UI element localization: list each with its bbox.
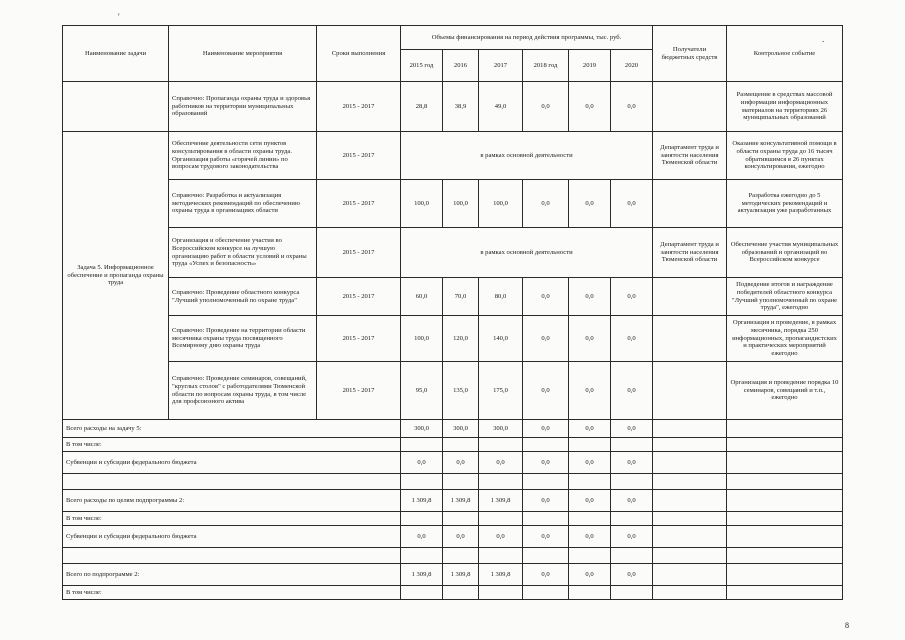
summary-value: 0,0: [401, 526, 443, 548]
control-event: Размещение в средствах массовой информации информационных материалов на территориях 26 муниципальных образований: [727, 82, 843, 132]
summary-value: 1 309,8: [443, 564, 479, 586]
funding-value: 135,0: [443, 362, 479, 420]
summary-value: [401, 474, 443, 490]
summary-row: [63, 548, 843, 564]
control-event: Разработка ежегодно до 5 методических рекомендаций и актуализация уже разработанных: [727, 180, 843, 228]
table-row: [63, 82, 843, 132]
funding-value: 60,0: [401, 278, 443, 316]
summary-control-empty: [727, 512, 843, 526]
header-funding-title: Объемы финансирования на период действия программы, тыс. руб.: [401, 26, 653, 50]
funding-span-text: в рамках основной деятельности: [401, 132, 653, 180]
summary-value: 1 309,8: [479, 564, 523, 586]
funding-value: 70,0: [443, 278, 479, 316]
summary-row: [63, 420, 843, 438]
summary-value: [523, 438, 569, 452]
summary-recipient-empty: [653, 564, 727, 586]
summary-value: [443, 512, 479, 526]
task-label: Задача 5. Информационное обеспечение и пропаганда охраны труда: [63, 132, 169, 420]
summary-value: [611, 474, 653, 490]
summary-recipient-empty: [653, 548, 727, 564]
summary-value: 1 309,8: [401, 490, 443, 512]
summary-value: [479, 512, 523, 526]
control-event: Организация и проведение, в рамках месячника, порядка 250 информационных, пропагандистских и практических мероприятий ежегодно: [727, 316, 843, 362]
header-recipients: Получатели бюджетных средств: [653, 26, 727, 82]
summary-row: [63, 490, 843, 512]
summary-row: [63, 526, 843, 548]
header-event-name: Наименование мероприятия: [169, 26, 317, 82]
summary-value: 0,0: [611, 490, 653, 512]
event-term: 2015 - 2017: [317, 228, 401, 278]
funding-value: 80,0: [479, 278, 523, 316]
funding-value: 49,0: [479, 82, 523, 132]
recipient: Департамент труда и занятости населения Тюменской области: [653, 132, 727, 180]
event-term: 2015 - 2017: [317, 132, 401, 180]
summary-value: 300,0: [479, 420, 523, 438]
summary-value: [611, 586, 653, 600]
page-number: 8: [845, 621, 849, 630]
funding-value: 140,0: [479, 316, 523, 362]
funding-value: 0,0: [611, 362, 653, 420]
summary-value: [569, 512, 611, 526]
table-row: [63, 278, 843, 316]
control-event: Подведение итогов и награждение победителей областного конкурса "Лучший уполномоченный по охране труда", ежегодно: [727, 278, 843, 316]
funding-value: 0,0: [523, 362, 569, 420]
header-deadlines: Сроки выполнения: [317, 26, 401, 82]
summary-control-empty: [727, 586, 843, 600]
summary-value: 0,0: [611, 420, 653, 438]
summary-value: 0,0: [569, 564, 611, 586]
event-term: 2015 - 2017: [317, 82, 401, 132]
summary-value: [611, 438, 653, 452]
summary-row: [63, 438, 843, 452]
summary-value: 300,0: [401, 420, 443, 438]
event-name: Справочно: Проведение семинаров, совещаний, "круглых столов" с работодателями Тюменской области по вопросам охраны труда, в том числе для профсоюзного актива: [169, 362, 317, 420]
event-name: Справочно: Пропаганда охраны труда и здоровья работников на территории муниципальных образований: [169, 82, 317, 132]
summary-value: [523, 548, 569, 564]
summary-row: [63, 586, 843, 600]
financing-table: [62, 25, 843, 600]
funding-value: 0,0: [611, 316, 653, 362]
summary-control-empty: [727, 438, 843, 452]
summary-label: Субвенции и субсидии федерального бюджета: [63, 526, 401, 548]
summary-value: [479, 438, 523, 452]
summary-label: В том числе:: [63, 438, 401, 452]
event-term: 2015 - 2017: [317, 180, 401, 228]
summary-value: [401, 512, 443, 526]
summary-value: [443, 438, 479, 452]
summary-value: [443, 548, 479, 564]
control-event: Обеспечение участия муниципальных образований и организаций во Всероссийском конкурсе: [727, 228, 843, 278]
summary-control-empty: [727, 548, 843, 564]
header-year: 2015 год: [401, 50, 443, 82]
summary-value: 0,0: [569, 490, 611, 512]
recipient: [653, 316, 727, 362]
funding-value: 0,0: [569, 82, 611, 132]
funding-value: 0,0: [611, 278, 653, 316]
event-term: 2015 - 2017: [317, 362, 401, 420]
table-row: [63, 316, 843, 362]
event-name: Организация и обеспечение участия во Всероссийском конкурсе на лучшую организацию работ в области условий и охраны труда «Успех и безопасность»: [169, 228, 317, 278]
header-year: 2019: [569, 50, 611, 82]
summary-value: [443, 474, 479, 490]
recipient: [653, 82, 727, 132]
summary-recipient-empty: [653, 438, 727, 452]
summary-recipient-empty: [653, 526, 727, 548]
summary-value: 0,0: [523, 564, 569, 586]
summary-value: 1 309,8: [443, 490, 479, 512]
summary-label: В том числе:: [63, 512, 401, 526]
funding-value: 0,0: [611, 180, 653, 228]
summary-label: Всего по подпрограмме 2:: [63, 564, 401, 586]
funding-span-text: в рамках основной деятельности: [401, 228, 653, 278]
funding-value: 100,0: [401, 180, 443, 228]
funding-value: 0,0: [569, 316, 611, 362]
summary-value: 0,0: [611, 526, 653, 548]
summary-value: 0,0: [523, 420, 569, 438]
summary-value: [479, 586, 523, 600]
funding-value: 120,0: [443, 316, 479, 362]
task-cell-empty: [63, 82, 169, 132]
funding-value: 0,0: [569, 180, 611, 228]
summary-value: 0,0: [611, 564, 653, 586]
header-control-event: Контрольное событие: [727, 26, 843, 82]
summary-value: 300,0: [443, 420, 479, 438]
funding-value: 0,0: [523, 180, 569, 228]
summary-value: 0,0: [569, 526, 611, 548]
summary-value: [569, 586, 611, 600]
summary-label: Всего расходы на задачу 5:: [63, 420, 401, 438]
table-row: [63, 132, 843, 180]
summary-control-empty: [727, 564, 843, 586]
funding-value: 0,0: [569, 362, 611, 420]
summary-control-empty: [727, 420, 843, 438]
summary-value: [479, 474, 523, 490]
control-event: Организация и проведение порядка 10 семинаров, совещаний и т.п., ежегодно: [727, 362, 843, 420]
summary-value: 0,0: [523, 490, 569, 512]
event-term: 2015 - 2017: [317, 278, 401, 316]
funding-value: 95,0: [401, 362, 443, 420]
summary-control-empty: [727, 474, 843, 490]
header-year: 2017: [479, 50, 523, 82]
summary-control-empty: [727, 452, 843, 474]
summary-label: [63, 474, 401, 490]
scan-mark: ': [118, 12, 120, 22]
summary-control-empty: [727, 526, 843, 548]
summary-recipient-empty: [653, 490, 727, 512]
table-row: [63, 228, 843, 278]
summary-row: [63, 564, 843, 586]
summary-value: 1 309,8: [479, 490, 523, 512]
funding-value: 0,0: [523, 316, 569, 362]
event-name: Справочно: Разработка и актуализация методических рекомендаций по обеспечению охраны труда в организациях области: [169, 180, 317, 228]
recipient: [653, 180, 727, 228]
event-term: 2015 - 2017: [317, 316, 401, 362]
summary-recipient-empty: [653, 474, 727, 490]
summary-value: [523, 586, 569, 600]
summary-recipient-empty: [653, 586, 727, 600]
recipient: Департамент труда и занятости населения Тюменской области: [653, 228, 727, 278]
funding-value: 28,8: [401, 82, 443, 132]
table-row: [63, 362, 843, 420]
recipient: [653, 278, 727, 316]
summary-label: В том числе:: [63, 586, 401, 600]
funding-value: 100,0: [401, 316, 443, 362]
event-name: Обеспечение деятельности сети пунктов консультирования в области охраны труда. Организация работы «горячей линии» по вопросам трудового законодательства: [169, 132, 317, 180]
recipient: [653, 362, 727, 420]
summary-value: [523, 512, 569, 526]
funding-value: 0,0: [569, 278, 611, 316]
summary-recipient-empty: [653, 452, 727, 474]
summary-label: [63, 548, 401, 564]
summary-value: [569, 548, 611, 564]
header-year: 2018 год: [523, 50, 569, 82]
funding-value: 100,0: [443, 180, 479, 228]
funding-value: 0,0: [611, 82, 653, 132]
summary-row: [63, 474, 843, 490]
event-name: Справочно: Проведение на территории области месячника охраны труда посвященного Всемирному дню охраны труда: [169, 316, 317, 362]
summary-row: [63, 452, 843, 474]
header-task-name: Наименование задачи: [63, 26, 169, 82]
summary-value: 1 309,8: [401, 564, 443, 586]
funding-value: 175,0: [479, 362, 523, 420]
summary-value: [569, 438, 611, 452]
header-year: 2020: [611, 50, 653, 82]
header-year: 2016: [443, 50, 479, 82]
summary-recipient-empty: [653, 420, 727, 438]
summary-value: 0,0: [443, 452, 479, 474]
summary-value: [611, 548, 653, 564]
funding-value: 100,0: [479, 180, 523, 228]
summary-value: 0,0: [569, 452, 611, 474]
table-row: [63, 180, 843, 228]
summary-recipient-empty: [653, 512, 727, 526]
summary-label: Всего расходы по целям подпрограммы 2:: [63, 490, 401, 512]
summary-value: [443, 586, 479, 600]
summary-value: 0,0: [479, 452, 523, 474]
summary-value: [523, 474, 569, 490]
summary-value: [401, 438, 443, 452]
scan-mark: .: [822, 34, 825, 44]
summary-row: [63, 512, 843, 526]
summary-value: [479, 548, 523, 564]
summary-control-empty: [727, 490, 843, 512]
summary-value: 0,0: [479, 526, 523, 548]
funding-value: 0,0: [523, 82, 569, 132]
summary-value: 0,0: [401, 452, 443, 474]
funding-value: 38,9: [443, 82, 479, 132]
summary-value: [611, 512, 653, 526]
summary-value: [401, 586, 443, 600]
summary-value: [401, 548, 443, 564]
control-event: Оказание консультативной помощи в области охраны труда до 16 тысяч обратившимся в 26 пунктах консультирования, ежегодно: [727, 132, 843, 180]
funding-value: 0,0: [523, 278, 569, 316]
summary-label: Субвенции и субсидии федерального бюджета: [63, 452, 401, 474]
event-name: Справочно: Проведение областного конкурса "Лучший уполномоченный по охране труда": [169, 278, 317, 316]
summary-value: 0,0: [443, 526, 479, 548]
summary-value: 0,0: [523, 452, 569, 474]
summary-value: 0,0: [569, 420, 611, 438]
summary-value: [569, 474, 611, 490]
summary-value: 0,0: [523, 526, 569, 548]
summary-value: 0,0: [611, 452, 653, 474]
